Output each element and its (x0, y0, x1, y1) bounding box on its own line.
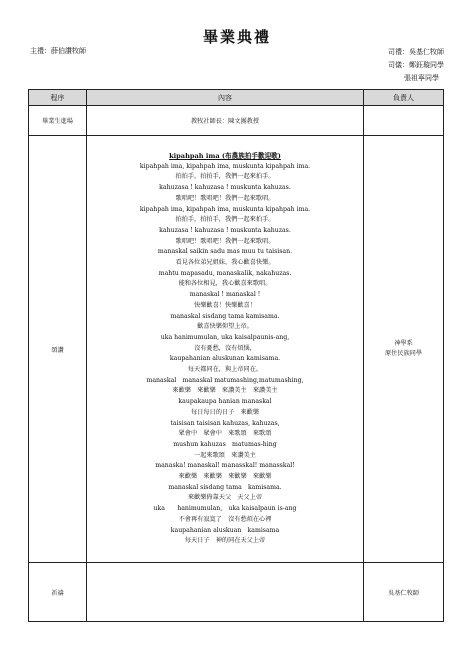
lyric-line: 看見各位弟兄姐妹，我心歡喜快樂。 (175, 259, 275, 267)
emcee-block (388, 46, 444, 85)
hymn-title: kipahpah ima (布農族拍手歡迎歌) (169, 151, 281, 160)
emcee-line-2: 司儀：鄭鈺璇同學 (388, 61, 444, 69)
lyric-line: 不會再有寂寞了 沒有愁煩在心裡 (178, 515, 272, 523)
column-header-content: 內容 (87, 90, 364, 106)
responsible-line-2: 原住民族同學 (384, 350, 423, 357)
lyric-line: kipahpah ima, kipahpah ima, muskunta kipahpah ima. (139, 205, 311, 213)
lyric-line: manaskal ! manaskal ! (189, 291, 261, 299)
column-header-responsible: 負責人 (364, 90, 444, 106)
table-row (29, 106, 444, 136)
lyric-line: 每天日子 神的同在天父上帝 (184, 537, 266, 545)
lyric-line: 能和各位相見，我心歡喜來歌唱。 (178, 280, 272, 288)
program-table (28, 89, 444, 622)
hymn-lyrics (87, 148, 363, 550)
lyric-line: 來歡樂 來歡樂 來歡樂 來歡樂 (178, 473, 272, 481)
lyric-line: 眾會中 眾會中 來歌頌 來歌頌 (178, 430, 272, 438)
table-header-row (29, 90, 444, 106)
lyric-line: manaska! manaskal! manasskal! manasskal! (155, 462, 295, 470)
lyric-line: 歡喜快樂仰望上帝。 (197, 323, 253, 331)
row-responsible (364, 106, 444, 136)
row-item: 祈禱 (29, 563, 87, 622)
lyric-line: uka hanimumulan, uka kaisalpaun is-ang (153, 505, 297, 513)
lyric-line: 歌唱吧！歌唱吧！我們一起來歌唱。 (175, 194, 275, 202)
lyric-line: 一起來歌頌 來讚美主 (194, 451, 256, 459)
lyric-line: 歌唱吧！歌唱吧！我們一起來歌唱。 (175, 237, 275, 245)
row-content (87, 136, 364, 563)
responsible-line-1: 神學系 (394, 340, 413, 347)
row-responsible: 吳基仁牧師 (364, 563, 444, 622)
lyric-line: 快樂歡喜！快樂歡喜！ (194, 301, 256, 309)
row-item: 頌讚 (29, 136, 87, 563)
lyric-line: manaskal manaskal matumashing,matumashing, (146, 376, 304, 384)
lyric-line: kaupahanian aluskunan kamisama. (169, 355, 281, 363)
page-title: 畢業典禮 (202, 28, 271, 46)
lyric-line: 來歡樂 來歡樂 來讚美主 來讚美主 (172, 387, 278, 395)
lyric-line: 每天都同在，與上帝同在。 (187, 366, 263, 374)
lyric-line: kahuzasa ! kahuzasa ! muskunta kahuzas. (159, 226, 291, 234)
row-content (87, 563, 364, 622)
row-item: 畢業生進場 (29, 106, 87, 136)
lyric-line: manaskal sisdang tama kamisama. (168, 483, 282, 491)
lyric-line: kipahpah ima, kipahpah ima, muskunta kipahpah ima. (139, 162, 311, 170)
lyric-line: 來歡樂倚靠天父 天父上帝 (187, 494, 263, 502)
lyric-line: kahuzasa ! kahuzasa ! muskunta kahuzas. (159, 184, 291, 192)
lyric-line: kaupakaupa hanian manaskal (178, 398, 272, 406)
lyric-line: manaskal saikin sadu mas muu tu taisisan. (157, 248, 293, 256)
lyric-line: 沒有憂愁，沒有煩惱， (194, 344, 256, 352)
emcee-line-3: 張祖寧同學 (404, 74, 439, 82)
row-content: 教牧社師長：陳文團教授 (87, 106, 364, 136)
column-header-item: 程序 (29, 90, 87, 106)
lyric-line: 拍拍手，拍拍手，我們一起來拍手。 (175, 216, 275, 224)
table-row (29, 136, 444, 563)
lyric-line: 拍拍手，拍拍手，我們一起來拍手。 (175, 173, 275, 181)
lyric-line: uka hanimumulan, uka kaisalpaunis-ang, (160, 333, 290, 341)
lyric-line: kaupahanian aluskuan kamisama (170, 526, 280, 534)
lyric-line: 每日每日的日子 來歡樂 (190, 408, 260, 416)
lyric-line: mahtu mapasadu, manaskalik, nakahuzas. (158, 269, 292, 277)
table-row (29, 563, 444, 622)
presider-line: 主禮：薛伯讚牧師 (30, 47, 86, 55)
row-responsible (364, 136, 444, 563)
lyric-line: manaskal sisdang tama kamisama. (170, 312, 280, 320)
emcee-line-1: 司禮：吳基仁牧師 (388, 48, 444, 56)
lyric-line: mushun kahuzas matumas-hing (173, 440, 277, 448)
lyric-line: taisisan taisisan kahuzas, kahuzas, (170, 419, 280, 427)
